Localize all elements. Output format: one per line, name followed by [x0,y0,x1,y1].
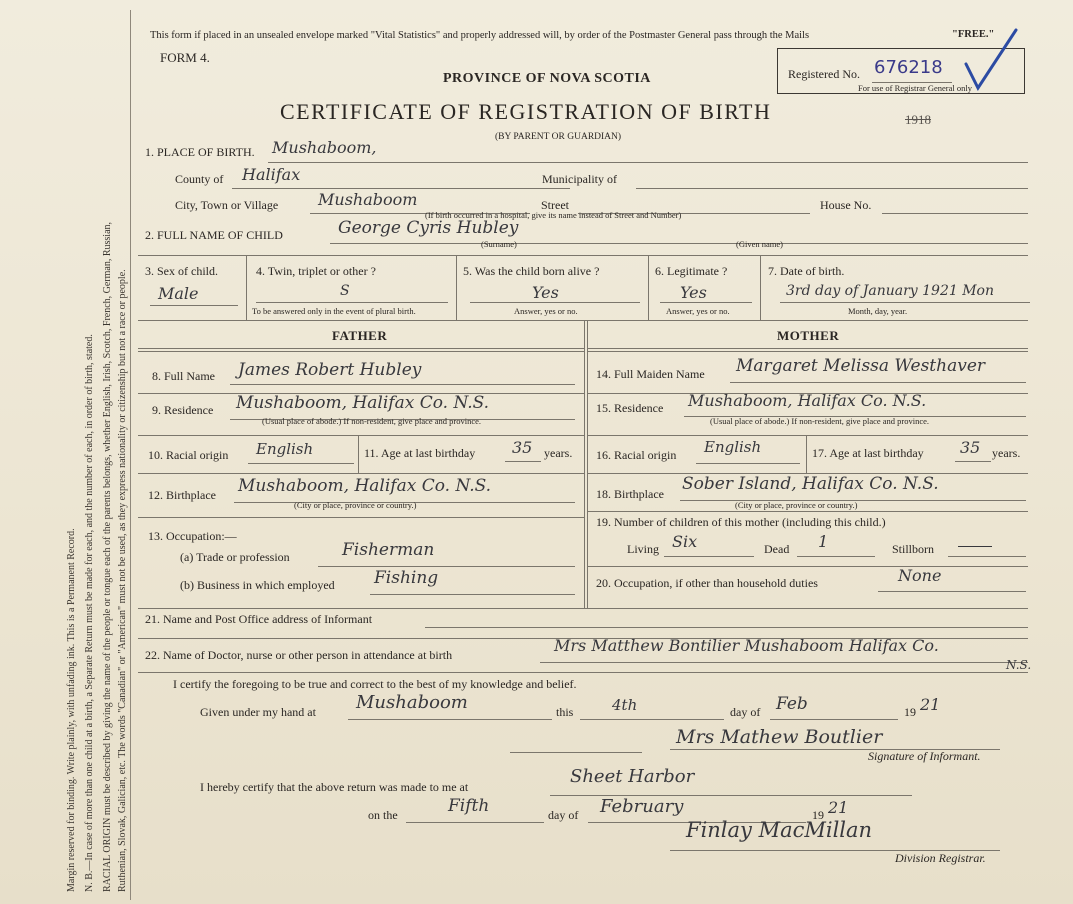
business-value: Fishing [374,568,439,588]
mother-name-value: Margaret Melissa Westhaver [736,356,986,376]
sex-label: 3. Sex of child. [145,264,218,278]
father-residence-value: Mushaboom, Halifax Co. N.S. [236,393,490,413]
child-name-label: 2. FULL NAME OF CHILD [145,228,283,242]
county-label: County of [175,172,224,186]
city-label: City, Town or Village [175,198,279,212]
check-mark-icon [960,26,1022,96]
informant-label: 21. Name and Post Office address of Informant [145,612,373,626]
father-residence-note: (Usual place of abode.) If non-resident, give place and province. [262,416,482,426]
born-alive-note: Answer, yes or no. [514,306,578,316]
date-of-birth-label: 7. Date of birth. [768,264,845,278]
living-label: Living [627,542,659,556]
mother-birthplace-label: 18. Birthplace [596,487,664,501]
mother-birthplace-note: (City or place, province or country.) [735,500,858,510]
business-label: (b) Business in which employed [180,578,335,592]
registrar-month-value: February [600,796,684,817]
street-label: Street [541,198,569,212]
postal-free: "FREE." [952,29,995,40]
father-heading: FATHER [332,328,388,343]
father-birthplace-note: (City or place, province or country.) [294,500,417,510]
father-name-label: 8. Full Name [152,369,215,383]
mother-age-label: 17. Age at last birthday [812,446,924,460]
informant-signature: Mrs Mathew Boutlier [676,726,883,748]
father-residence-label: 9. Residence [152,403,214,417]
legitimate-value: Yes [680,283,707,302]
twin-label: 4. Twin, triplet or other ? [256,264,376,278]
certificate-subtitle: (BY PARENT OR GUARDIAN) [495,132,622,142]
given-under-label: Given under my hand at [200,705,316,719]
mother-heading: MOTHER [777,328,840,343]
registrar-place-value: Sheet Harbor [570,766,695,787]
given-month-value: Feb [776,694,808,714]
form-number: FORM 4. [160,50,210,65]
mother-years-label: years. [992,446,1021,460]
legitimate-note: Answer, yes or no. [666,306,730,316]
mother-racial-origin-value: English [704,438,762,456]
father-years-label: years. [544,446,573,460]
father-racial-origin-label: 10. Racial origin [148,448,229,462]
mother-occupation-value: None [898,566,942,585]
father-name-value: James Robert Hubley [238,360,422,380]
registered-note: For use of Registrar General only [858,83,973,93]
registrar-day-of-label: day of [548,808,579,822]
child-name-value: George Cyris Hubley [338,218,519,238]
registrar-year-prefix: 19 [812,808,824,822]
registrar-day-value: Fifth [448,796,490,816]
born-alive-label: 5. Was the child born alive ? [463,264,600,278]
twin-value: S [340,283,350,299]
registered-label: Registered No. [788,67,860,81]
province-heading: PROVINCE OF NOVA SCOTIA [443,71,651,86]
registered-number: 676218 [874,57,943,78]
born-alive-value: Yes [532,283,559,302]
margin-note-3: RACIAL ORIGIN must be described by giving the name of the people or tongue each of the parents belongs, whether English, Irish, Scotch, French, German, Russian, [102,221,113,892]
house-number-label: House No. [820,198,872,212]
given-place-value: Mushaboom [356,692,468,713]
given-day-value: 4th [612,696,638,714]
mother-occupation-label: 20. Occupation, if other than household duties [596,576,818,590]
municipality-label: Municipality of [542,172,617,186]
surname-caption: (Surname) [481,239,517,249]
registrar-signature: Finlay MacMillan [686,818,873,842]
mother-racial-origin-label: 16. Racial origin [596,448,677,462]
attendant-value-continued: N.S. [1006,658,1032,672]
margin-note-4: Ruthenian, Slovak, Galician, etc. The words "Canadian" or "American" must not be used, as they express nationality or citizenship but not a race or people. [117,269,128,892]
mother-residence-note: (Usual place of abode.) If non-resident, give place and province. [710,416,930,426]
informant-signature-caption: Signature of Informant. [868,749,981,763]
dead-label: Dead [764,542,790,556]
given-year-suffix: 21 [920,695,941,714]
margin-note-2: N. B.—In case of more than one child at a birth, a Separate Return must be made for each, and the number of each, in order of birth, stated. [84,334,95,892]
given-year-prefix: 19 [904,705,916,719]
trade-value: Fisherman [342,540,435,560]
certificate-title: CERTIFICATE OF REGISTRATION OF BIRTH [280,99,772,124]
registrar-year-suffix: 21 [828,798,849,817]
legitimate-label: 6. Legitimate ? [655,264,728,278]
struck-year: 1918 [905,112,931,127]
father-age-label: 11. Age at last birthday [364,446,476,460]
certification-statement: I certify the foregoing to be true and correct to the best of my knowledge and belief. [173,677,577,691]
date-of-birth-note: Month, day, year. [848,306,908,316]
county-value: Halifax [242,165,301,184]
stillborn-label: Stillborn [892,542,935,556]
father-racial-origin-value: English [256,440,314,458]
father-birthplace-label: 12. Birthplace [148,488,216,502]
place-of-birth-value: Mushaboom, [272,138,377,157]
mother-residence-label: 15. Residence [596,401,664,415]
this-label: this [556,705,574,719]
mother-name-label: 14. Full Maiden Name [596,367,705,381]
father-age-value: 35 [512,438,533,457]
mother-birthplace-value: Sober Island, Halifax Co. N.S. [682,474,939,494]
date-of-birth-value: 3rd day of January 1921 Mon [786,283,994,299]
hospital-note: (If birth occurred in a hospital, give its name instead of Street and Number) [425,210,682,220]
sex-value: Male [158,284,199,303]
registrar-caption: Division Registrar. [895,851,986,865]
margin-note-1: Margin reserved for binding. Write plainly, with unfading ink. This is a Permanent Record. [66,528,77,892]
attendant-label: 22. Name of Doctor, nurse or other person in attendance at birth [145,648,453,662]
mother-residence-value: Mushaboom, Halifax Co. N.S. [688,391,927,410]
registrar-on-the-label: on the [368,808,398,822]
father-birthplace-value: Mushaboom, Halifax Co. N.S. [238,476,492,496]
children-count-label: 19. Number of children of this mother (including this child.) [596,515,886,529]
living-value: Six [672,532,698,551]
given-day-of-label: day of [730,705,761,719]
postal-notice: This form if placed in an unsealed envelope marked "Vital Statistics" and properly addressed will, by order of the Postmaster General pass through the Mails [150,30,810,41]
father-occupation-label: 13. Occupation:— [148,529,237,543]
trade-label: (a) Trade or profession [180,550,290,564]
attendant-value: Mrs Matthew Bontilier Mushaboom Halifax Co. [554,636,939,655]
registrar-statement: I hereby certify that the above return was made to me at [200,780,469,794]
mother-age-value: 35 [960,438,981,457]
twin-note: To be answered only in the event of plural birth. [252,306,416,316]
place-of-birth-label: 1. PLACE OF BIRTH. [145,145,255,159]
dead-value: 1 [818,532,829,551]
given-name-caption: (Given name) [736,239,783,249]
city-value: Mushaboom [318,190,418,209]
